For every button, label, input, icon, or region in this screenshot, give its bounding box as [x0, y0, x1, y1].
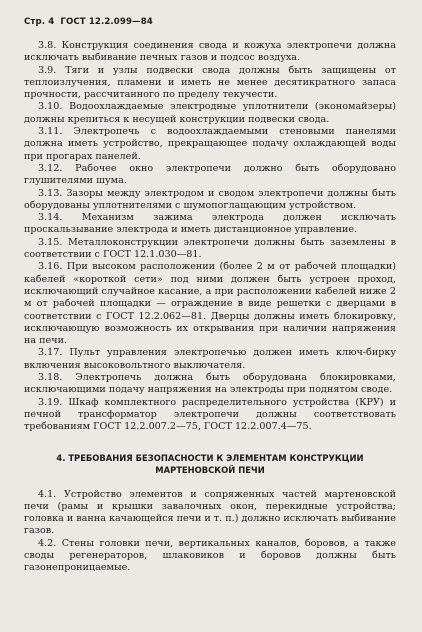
paragraph-3-19: 3.19. Шкаф комплектного распределительного устройства (КРУ) и печной трансформатор электропечи должны соответствовать требованиям ГОСТ 12.2.007.2—75, ГОСТ 12.2.007.4—75.: [24, 396, 396, 433]
paragraph-3-18: 3.18. Электропечь должна быть оборудована блокировками, исключающими подачу напряжения на электроды при поднятом своде.: [24, 372, 396, 396]
paragraph-3-16: 3.16. При высоком расположении (более 2 м от рабочей площадки) кабелей «короткой сети» под ними должен быть устроен проход, исключающий случайное касание, а при расположении кабелей ниже 2 м от рабочей площадки — ограждение в виде решетки с дверцами в соответствии с ГОСТ 12.2.062—81. Дверцы должны иметь блокировку, исключающую возможность их открывания при наличии напряжения на печи.: [24, 261, 396, 347]
paragraph-3-14: 3.14. Механизм зажима электрода должен исключать проскальзывание электрода и иметь дистанционное управление.: [24, 212, 396, 236]
page-number: Стр. 4: [24, 17, 55, 27]
paragraph-3-13: 3.13. Зазоры между электродом и сводом электропечи должны быть оборудованы уплотнителями с шумопоглащающим устройством.: [24, 187, 396, 211]
paragraph-3-10: 3.10. Водоохлаждаемые электродные уплотнители (экономайзеры) должны крепиться к несущей конструкции подвески свода.: [24, 101, 396, 125]
section-heading-line2: МАРТЕНОВСКОЙ ПЕЧИ: [155, 464, 265, 475]
paragraph-3-15: 3.15. Металлоконструкции электропечи должны быть заземлены в соответствии с ГОСТ 12.1.030—81.: [24, 236, 396, 261]
paragraph-3-17: 3.17. Пульт управления электропечью должен иметь ключ-бирку включения высоковольтного выключателя.: [24, 347, 396, 371]
paragraph-4-1: 4.1. Устройство элементов и сопряженных частей мартеновской печи (рамы и крышки завалочных окон, перекидные устройства; головка и ванна качающейся печи и т. п.) должно исключать выбивание газов.: [24, 488, 396, 537]
paragraph-3-12: 3.12. Рабочее окно электропечи должно быть оборудовано глушителями шума.: [24, 162, 396, 187]
section-heading: [24, 452, 396, 476]
paragraph-3-8: 3.8. Конструкция соединения свода и кожуха электропечи должна исключать выбивание печных газов и подсос воздуха.: [24, 40, 396, 64]
section-heading-line1: 4. ТРЕБОВАНИЯ БЕЗОПАСНОСТИ К ЭЛЕМЕНТАМ КОНСТРУКЦИИ: [56, 452, 364, 463]
paragraph-4-2: 4.2. Стены головки печи, вертикальных каналов, боровов, а также своды регенераторов, шлаковиков и боровов должны быть газонепроницаемые.: [24, 537, 396, 574]
paragraph-3-11: 3.11. Электропечь с водоохлаждаемыми стеновыми панелями должна иметь устройство, прекращающее подачу охлаждающей воды при прогарах панелей.: [24, 126, 396, 162]
body-text-top: [24, 40, 396, 434]
paragraph-3-9: 3.9. Тяги и узлы подвески свода должны быть защищены от теплоизлучения, пламени и иметь не менее десятикратного запаса прочности, рассчитанного по пределу текучести.: [24, 64, 396, 101]
body-text-bottom: [24, 489, 396, 575]
page-header: [24, 17, 396, 29]
standard-code: ГОСТ 12.2.099—84: [60, 17, 153, 27]
